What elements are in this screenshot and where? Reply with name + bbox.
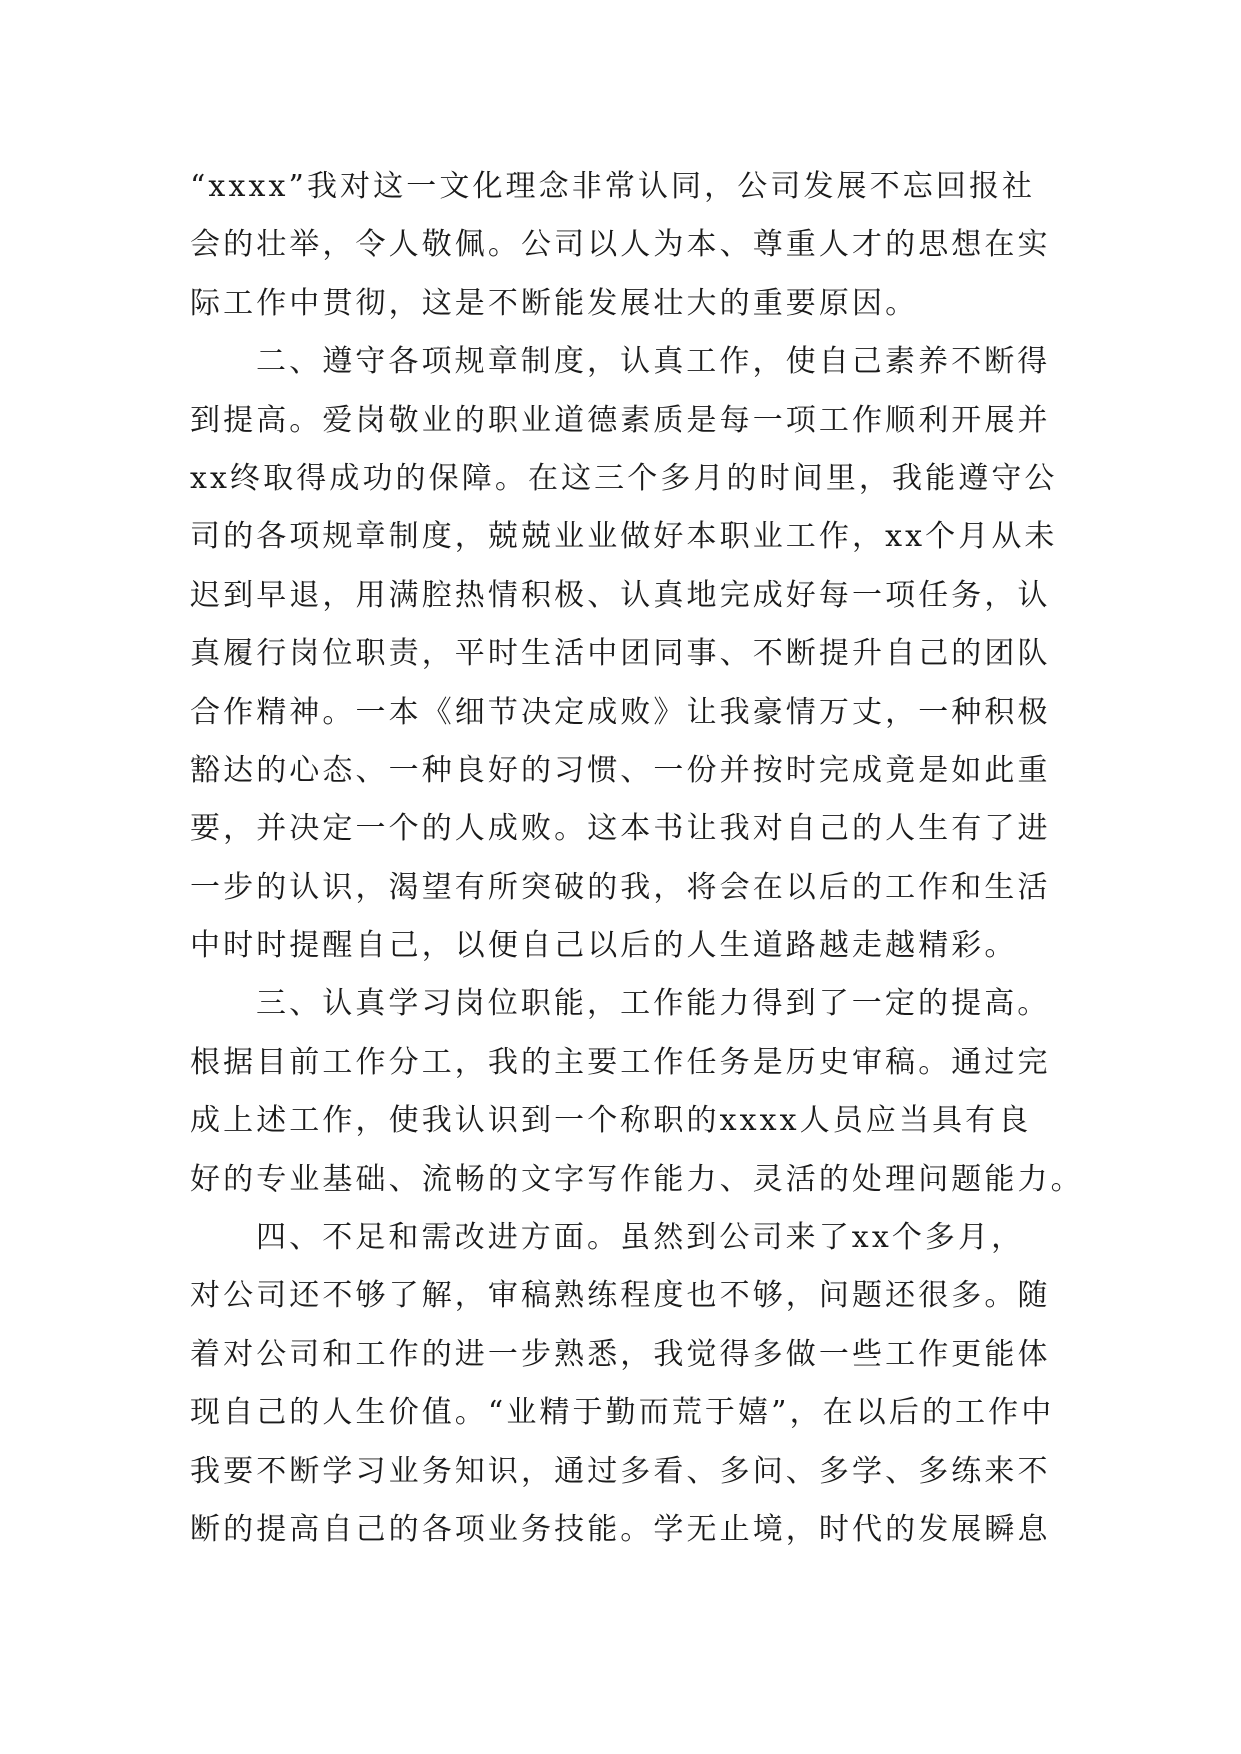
text-line: 现自己的人生价值。“业精于勤而荒于嬉”，在以后的工作中 <box>190 1395 1055 1431</box>
text-line: 中时时提醒自己，以便自己以后的人生道路越走越精彩。 <box>190 928 1018 964</box>
text-line: 根据目前工作分工，我的主要工作任务是历史审稿。通过完 <box>190 1044 1051 1080</box>
text-line: 迟到早退，用满腔热情积极、认真地完成好每一项任务，认 <box>190 577 1051 613</box>
paragraph-heading-line: 三、认真学习岗位职能，工作能力得到了一定的提高。 <box>256 986 1051 1022</box>
paragraph-heading-line: 二、遵守各项规章制度，认真工作，使自己素养不断得 <box>256 344 1051 380</box>
text-line: 我要不断学习业务知识，通过多看、多问、多学、多练来不 <box>190 1453 1051 1489</box>
text-line: xx终取得成功的保障。在这三个多月的时间里，我能遵守公 <box>190 460 1058 496</box>
text-line: “xxxx”我对这一文化理念非常认同，公司发展不忘回报社 <box>190 169 1036 204</box>
document-body <box>190 158 1084 1559</box>
text-line: 豁达的心态、一种良好的习惯、一份并按时完成竟是如此重 <box>190 752 1051 788</box>
text-line: 真履行岗位职责，平时生活中团同事、不断提升自己的团队 <box>190 636 1051 672</box>
text-line: 着对公司和工作的进一步熟悉，我觉得多做一些工作更能体 <box>190 1336 1051 1372</box>
text-line: 会的壮举，令人敬佩。公司以人为本、尊重人才的思想在实 <box>190 227 1051 263</box>
text-line: 司的各项规章制度，兢兢业业做好本职业工作，xx个月从未 <box>190 519 1058 555</box>
text-line: 一步的认识，渴望有所突破的我，将会在以后的工作和生活 <box>190 869 1051 905</box>
text-line: 成上述工作，使我认识到一个称职的xxxx人员应当具有良 <box>190 1103 1032 1139</box>
text-line: 合作精神。一本《细节决定成败》让我豪情万丈，一种积极 <box>190 694 1051 730</box>
text-line: 到提高。爱岗敬业的职业道德素质是每一项工作顺利开展并 <box>190 402 1051 438</box>
text-line: 对公司还不够了解，审稿熟练程度也不够，问题还很多。随 <box>190 1278 1051 1314</box>
text-line: 际工作中贯彻，这是不断能发展壮大的重要原因。 <box>190 285 919 321</box>
text-line: 好的专业基础、流畅的文字写作能力、灵活的处理问题能力。 <box>190 1161 1084 1197</box>
paragraph-heading-line: 四、不足和需改进方面。虽然到公司来了xx个多月， <box>256 1220 1025 1256</box>
text-line: 断的提高自己的各项业务技能。学无止境，时代的发展瞬息 <box>190 1511 1051 1547</box>
text-line: 要，并决定一个的人成败。这本书让我对自己的人生有了进 <box>190 811 1051 847</box>
